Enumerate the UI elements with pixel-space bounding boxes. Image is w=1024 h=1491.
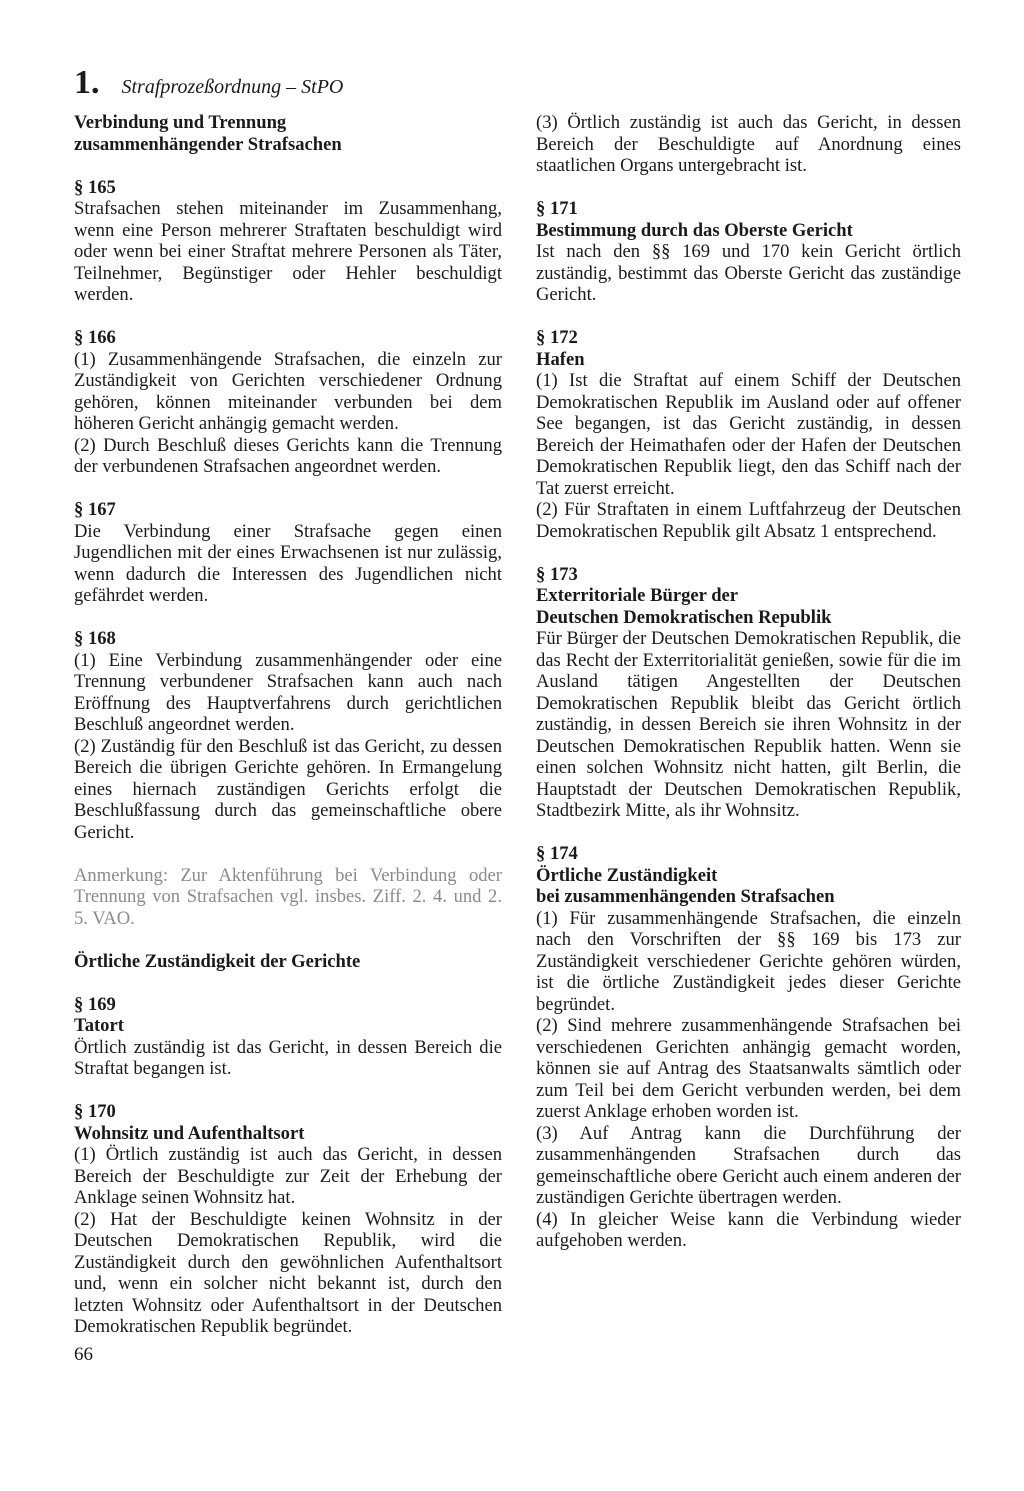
paragraph-text: (1) Örtlich zuständig ist auch das Gericht, in dessen Bereich der Beschuldigte zur Zeit der Erhebung der Anklage seinen Wohnsitz hat. (74, 1144, 502, 1208)
paragraph-text: (2) Hat der Beschuldigte keinen Wohnsitz in der Deutschen Demokratischen Republik, wird die Zuständigkeit durch den gewöhnlichen Aufenthaltsort und, wenn ein solcher nicht bekannt ist, durch den letzten Wohnsitz oder Aufenthaltsort in der Deutschen Demokratischen Republik begründet. (74, 1208, 502, 1337)
paragraph-text: (2) Für Straftaten in einem Luftfahrzeug der Deutschen Demokratischen Republik gilt Absatz 1 entsprechend. (536, 499, 961, 542)
paragraph-number: § 173 (536, 563, 578, 585)
paragraph-number: § 169 (74, 993, 116, 1015)
paragraph-text: (2) Durch Beschluß dieses Gerichts kann die Trennung der verbundenen Strafsachen angeordnet werden. (74, 434, 502, 477)
paragraph-text: Ist nach den §§ 169 und 170 kein Gericht örtlich zuständig, bestimmt das Oberste Gericht das zuständige Gericht. (536, 241, 961, 305)
paragraph-text: (1) Ist die Straftat auf einem Schiff der Deutschen Demokratischen Republik im Ausland oder auf offener See begangen, ist das Gericht zuständig, in dessen Bereich der Heimathafen oder der Hafen der Deutschen Demokratischen Republik liegt, den das Schiff nach der Tat zuerst erreicht. (536, 370, 961, 499)
paragraph-text: (2) Zuständig für den Beschluß ist das Gericht, zu dessen Bereich die übrigen Gerichte gehören. In Ermangelung eines hiernach zuständigen Gerichts erfolgt die Beschlußfassung durch das gemeinschaftliche obere Gericht. (74, 735, 502, 843)
paragraph-title: Exterritoriale Bürger der (536, 585, 739, 606)
paragraph-number: § 165 (74, 176, 116, 198)
paragraph-title: bei zusammenhängenden Strafsachen (536, 886, 835, 907)
paragraph-number: § 168 (74, 628, 116, 649)
paragraph-number: § 166 (74, 327, 116, 348)
paragraph-number: § 171 (536, 198, 578, 219)
chapter-title: Strafprozeßordnung – StPO (121, 76, 344, 98)
paragraph-title: Tatort (74, 1015, 124, 1036)
paragraph-number: § 167 (74, 499, 116, 520)
paragraph-text: Strafsachen stehen miteinander im Zusammenhang, wenn eine Person mehrerer Straftaten beschuldigt wird oder wenn bei einer Straftat mehrere Personen als Täter, Teilnehmer, Begünstiger oder Hehler beschuldigt werden. (74, 198, 502, 305)
paragraph-title: Deutschen Demokratischen Republik (536, 606, 832, 628)
annotation-note: Anmerkung: Zur Aktenführung bei Verbindung oder Trennung von Strafsachen vgl. insbes. Ziff. 2. 4. und 2. 5. VAO. (74, 864, 502, 929)
paragraph-text: Für Bürger der Deutschen Demokratischen Republik, die das Recht der Exterritorialität genießen, sowie für die im Ausland tätigen Angestellten der Deutschen Demokratischen Republik bleibt das Gericht örtlich zuständig, in dessen Bereich sie ihren Wohnsitz in der Deutschen Demokratischen Republik hatten. Wenn sie einen solchen Wohnsitz nicht hatten, gilt Berlin, die Hauptstadt der Deutschen Demokratischen Republik, Stadtbezirk Mitte, als ihr Wohnsitz. (536, 628, 961, 821)
left-column (74, 112, 502, 1338)
paragraph-text: Die Verbindung einer Strafsache gegen einen Jugendlichen mit der eines Erwachsenen ist nur zulässig, wenn dadurch die Interessen des Jugendlichen nicht gefährdet werden. (74, 520, 502, 606)
paragraph-text: Örtlich zuständig ist das Gericht, in dessen Bereich die Straftat begangen ist. (74, 1036, 502, 1079)
paragraph-text: (1) Zusammenhängende Strafsachen, die einzeln zur Zuständigkeit von Gerichten verschiedener Ordnung gehören, können miteinander verbunden bei dem höheren Gericht anhängig gemacht werden. (74, 348, 502, 434)
paragraph-title: Wohnsitz und Aufenthaltsort (74, 1122, 305, 1144)
paragraph-text: (2) Sind mehrere zusammenhängende Strafsachen bei verschiedenen Gerichten anhängig gemacht worden, können sie auf Antrag des Staatsanwalts sämtlich oder zum Teil bei dem Gericht verbunden werden, bei dem zuerst Anklage erhoben worden ist. (536, 1015, 961, 1122)
paragraph-text: (1) Für zusammenhängende Strafsachen, die einzeln nach den Vorschriften der §§ 169 bis 173 zur Zuständigkeit verschiedener Gerichte gehören würden, ist die örtliche Zuständigkeit jedes dieser Gerichte begründet. (536, 907, 961, 1015)
paragraph-title: Hafen (536, 348, 585, 370)
section-title: zusammenhängender Strafsachen (74, 133, 342, 155)
paragraph-title: Örtliche Zuständigkeit (536, 864, 718, 886)
page-number: 66 (74, 1344, 93, 1365)
paragraph-text: (4) In gleicher Weise kann die Verbindung wieder aufgehoben werden. (536, 1208, 961, 1251)
paragraph-text: (3) Örtlich zuständig ist auch das Gericht, in dessen Bereich der Beschuldigte auf Anordnung eines staatlichen Organs untergebracht ist. (536, 112, 961, 176)
paragraph-text: (3) Auf Antrag kann die Durchführung der zusammenhängenden Strafsachen durch das gemeinschaftliche obere Gericht auch einem anderen der zuständigen Gerichte übertragen werden. (536, 1122, 961, 1208)
paragraph-title: Bestimmung durch das Oberste Gericht (536, 219, 853, 241)
running-header (74, 64, 343, 102)
paragraph-number: § 170 (74, 1101, 116, 1122)
paragraph-text: (1) Eine Verbindung zusammenhängender oder eine Trennung verbundener Strafsachen kann auch nach Eröffnung des Hauptverfahrens durch gerichtlichen Beschluß angeordnet werden. (74, 649, 502, 735)
chapter-number: 1. (74, 64, 100, 101)
paragraph-number: § 174 (536, 843, 578, 864)
paragraph-number: § 172 (536, 327, 578, 348)
section-title: Örtliche Zuständigkeit der Gerichte (74, 950, 361, 972)
section-title: Verbindung und Trennung (74, 112, 287, 133)
right-column (536, 112, 961, 1252)
